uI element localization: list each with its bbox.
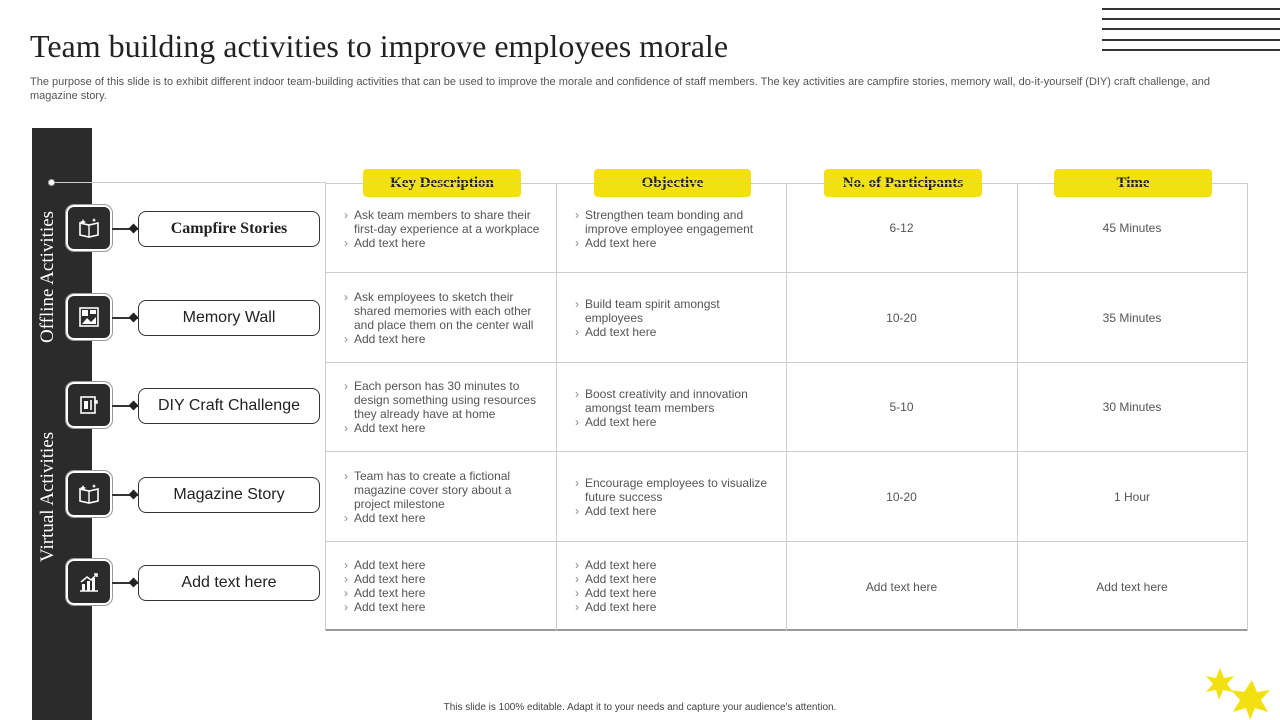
row-4-description [336, 469, 548, 525]
row-5-participants: Add text here [865, 579, 938, 594]
offline-activities-label: Offline Activities [37, 210, 58, 344]
row-3-description [336, 379, 548, 435]
table-divider [325, 183, 326, 631]
table-divider [556, 183, 557, 631]
row-5-objective [567, 558, 781, 614]
list-item: › Ask team members to share their first-day experience at a workplace [336, 208, 548, 236]
page-title: Team building activities to improve employees morale [30, 28, 729, 64]
growth-chart-icon [66, 559, 112, 605]
row-1-description [336, 208, 548, 250]
row-3-participants: 5-10 [889, 400, 914, 414]
header-objective: Objective [594, 169, 751, 197]
row-1-objective [567, 208, 781, 250]
row-3-objective [567, 387, 781, 429]
row-4-participants: 10-20 [886, 489, 917, 504]
row-connector-diamond [129, 224, 139, 234]
list-item: › Add text here [567, 325, 781, 339]
list-item: › Add text here [336, 511, 548, 525]
list-item: › Add text here [336, 236, 548, 250]
activity-campfire-stories: Campfire Stories [138, 211, 320, 247]
header-guide-dot [48, 179, 55, 186]
row-connector-diamond [129, 490, 139, 500]
picture-wall-icon [66, 294, 112, 340]
page-subtitle: The purpose of this slide is to exhibit different indoor team-building activities that can be used to improve the morale and confidence of staff members. The key activities are campfire stories, memory wall, do-it-yourself (DIY) craft challenge, and magazine story. [30, 76, 1211, 102]
list-item: › Add text here [567, 415, 781, 429]
list-item: › Boost creativity and innovation amongst team members [567, 387, 781, 415]
list-item: › Add text here [567, 558, 781, 572]
row-2-objective [567, 297, 781, 339]
activity-add-text: Add text here [138, 565, 320, 601]
virtual-activities-label: Virtual Activities [37, 431, 58, 563]
row-1-participants: 6-12 [889, 221, 914, 235]
header-guide-line [52, 182, 326, 183]
list-item: › Add text here [567, 600, 781, 614]
list-item: › Add text here [336, 586, 548, 600]
row-connector-diamond [129, 578, 139, 588]
list-item: › Team has to create a fictional magazine cover story about a project milestone [336, 469, 548, 511]
header-key-description: Key Description [363, 169, 521, 197]
activity-diy-craft-challenge: DIY Craft Challenge [138, 388, 320, 424]
row-3-time: 30 Minutes [1102, 400, 1162, 414]
footer-note: This slide is 100% editable. Adapt it to your needs and capture your audience's attention. [443, 702, 837, 713]
row-5-time: Add text here [1096, 579, 1168, 594]
list-item: › Add text here [567, 236, 781, 250]
craft-tools-icon [66, 382, 112, 428]
list-item: › Add text here [336, 558, 548, 572]
row-4-objective [567, 476, 781, 518]
row-2-description [336, 290, 548, 346]
list-item: › Strengthen team bonding and improve employee engagement [567, 208, 781, 236]
table-divider [1247, 183, 1248, 631]
row-5-description [336, 558, 548, 614]
row-2-time: 35 Minutes [1102, 310, 1162, 325]
list-item: › Add text here [336, 332, 548, 346]
list-item: › Add text here [336, 572, 548, 586]
header-time: Time [1054, 169, 1212, 197]
list-item: › Add text here [567, 504, 781, 518]
book-sparkle-icon [66, 471, 112, 517]
activity-memory-wall: Memory Wall [138, 300, 320, 336]
row-connector-diamond [129, 401, 139, 411]
starburst-decoration-icon [1200, 664, 1280, 720]
row-1-time: 45 Minutes [1102, 221, 1162, 235]
list-item: › Add text here [567, 586, 781, 600]
row-connector-diamond [129, 313, 139, 323]
row-4-time: 1 Hour [1113, 489, 1151, 504]
list-item: › Encourage employees to visualize future success [567, 476, 781, 504]
book-sparkle-icon [66, 205, 112, 251]
list-item: › Each person has 30 minutes to design something using resources they already have at home [336, 379, 548, 421]
activity-magazine-story: Magazine Story [138, 477, 320, 513]
list-item: › Add text here [336, 421, 548, 435]
list-item: › Build team spirit amongst employees [567, 297, 781, 325]
row-2-participants: 10-20 [886, 310, 917, 325]
list-item: › Add text here [336, 600, 548, 614]
decorative-lines [1102, 8, 1280, 52]
list-item: › Add text here [567, 572, 781, 586]
list-item: › Ask employees to sketch their shared memories with each other and place them on the center wall [336, 290, 548, 332]
header-participants: No. of Participants [824, 169, 982, 197]
